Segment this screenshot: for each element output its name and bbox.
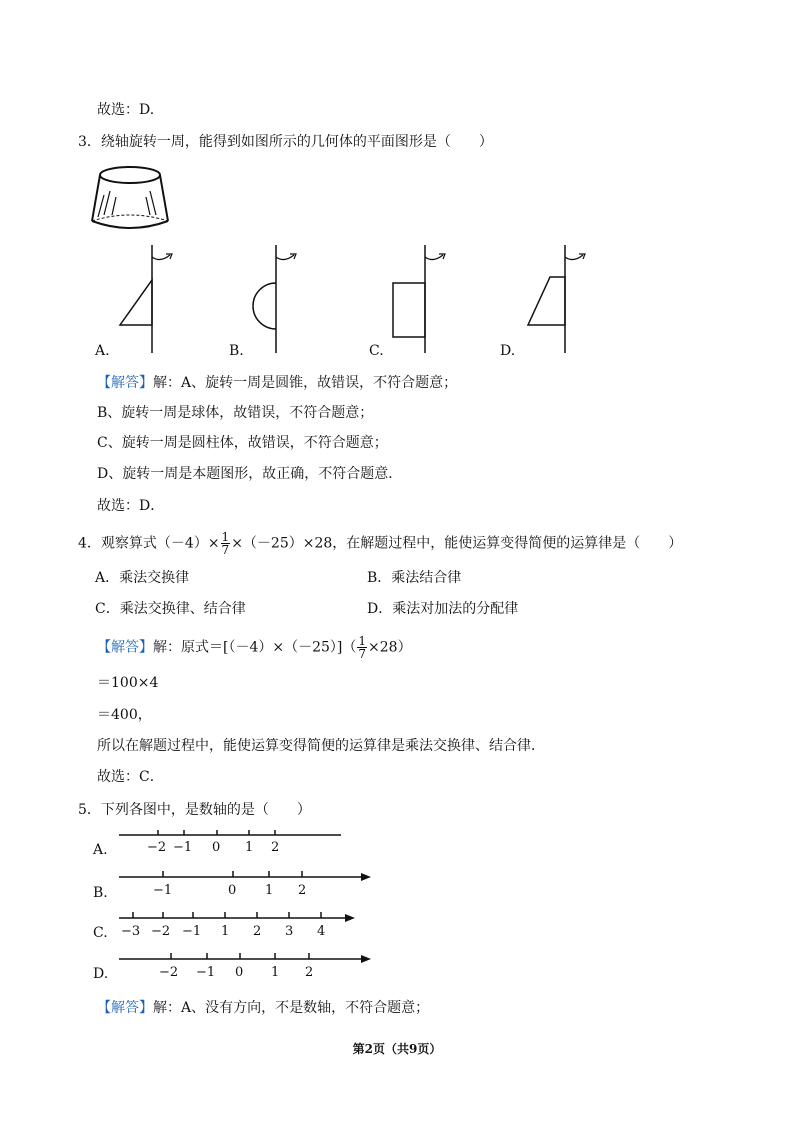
answer-tag: 【解答】 (97, 639, 153, 656)
q5-option-c-label: C. (93, 925, 108, 941)
q4-answer-line-1: 【解答】解：原式＝[（－4）×（－25）]（ $\frac{1}{7}$ ×28） (97, 634, 412, 661)
q3-option-a-label: A. (95, 343, 110, 359)
q4-step-2: ＝400， (97, 707, 152, 723)
q3-answer-line-2: B、旋转一周是球体，故错误，不符合题意； (97, 405, 374, 421)
fraction-one-seventh: $\frac{1}{7}$ (221, 530, 230, 557)
tick-label: −1 (182, 924, 202, 939)
q4-option-c: C．乘法交换律、结合律 (95, 601, 246, 617)
frustum-figure (90, 165, 180, 235)
q3-option-d-label: D. (500, 343, 516, 359)
q4-step-1: ＝100×4 (97, 675, 159, 691)
tick-label: 2 (271, 840, 280, 855)
q3-option-c-label: C. (369, 343, 384, 359)
fraction-one-seventh: $\frac{1}{7}$ (358, 634, 367, 661)
tick-label: 2 (298, 883, 307, 898)
option-c-rectangle-figure (385, 245, 465, 355)
tick-label: 3 (285, 924, 294, 939)
answer-tag: 【解答】 (97, 1000, 153, 1016)
tick-label: −2 (159, 965, 179, 980)
tick-label: −3 (121, 924, 141, 939)
option-b-semicircle-figure (240, 245, 320, 355)
number-line-d (115, 951, 385, 981)
tick-label: −2 (151, 924, 171, 939)
tick-label: 0 (212, 840, 221, 855)
tick-label: 1 (271, 965, 280, 980)
previous-answer-choice: 故选：D. (97, 102, 155, 118)
q5-answer-line-1: 【解答】解：A、没有方向，不是数轴，不符合题意； (97, 1000, 430, 1016)
answer-tag: 【解答】 (97, 375, 153, 391)
tick-label: −1 (173, 840, 193, 855)
q4-option-b: B．乘法结合律 (367, 570, 462, 586)
q4-conclusion: 所以在解题过程中，能使运算变得简便的运算律是乘法交换律、结合律． (97, 738, 545, 754)
tick-label: 1 (245, 840, 254, 855)
tick-label: 0 (228, 883, 237, 898)
q4-option-d: D．乘法对加法的分配律 (367, 601, 519, 617)
tick-label: 4 (317, 924, 326, 939)
number-line-a (115, 828, 355, 858)
q3-option-b-label: B. (229, 343, 244, 359)
q3-answer-line-1: 【解答】解：A、旋转一周是圆锥，故错误，不符合题意； (97, 375, 458, 391)
tick-label: −2 (147, 840, 167, 855)
number-line-c (115, 910, 365, 940)
tick-label: 1 (221, 924, 230, 939)
q3-stem: 3．绕轴旋转一周，能得到如图所示的几何体的平面图形是（ ） (78, 134, 493, 150)
q4-option-a: A．乘法交换律 (95, 570, 190, 586)
tick-label: −1 (153, 883, 173, 898)
q3-choice: 故选：D． (97, 498, 165, 514)
tick-label: 2 (253, 924, 262, 939)
number-line-b (115, 869, 380, 899)
q3-answer-line-4: D、旋转一周是本题图形，故正确，不符合题意． (97, 466, 403, 482)
q5-stem: 5．下列各图中，是数轴的是（ ） (78, 802, 311, 818)
tick-label: −1 (196, 965, 216, 980)
option-a-triangle-figure (110, 245, 190, 355)
q5-option-a-label: A. (93, 842, 108, 858)
q3-answer-line-3: C、旋转一周是圆柱体，故错误，不符合题意； (97, 435, 388, 451)
tick-label: 0 (235, 965, 244, 980)
tick-label: 1 (265, 883, 274, 898)
q5-option-b-label: B. (93, 885, 108, 901)
q4-choice: 故选：C． (97, 769, 164, 785)
option-d-trapezoid-figure (520, 245, 600, 355)
tick-label: 2 (305, 965, 314, 980)
page-footer: 第2页（共9页） (352, 1042, 442, 1056)
q4-stem: 4．观察算式（－4）× $\frac{1}{7}$ ×（－25）×28，在解题过程中，能使运算变得简便的运算律是（ ） (78, 530, 683, 557)
q5-option-d-label: D. (93, 966, 109, 982)
